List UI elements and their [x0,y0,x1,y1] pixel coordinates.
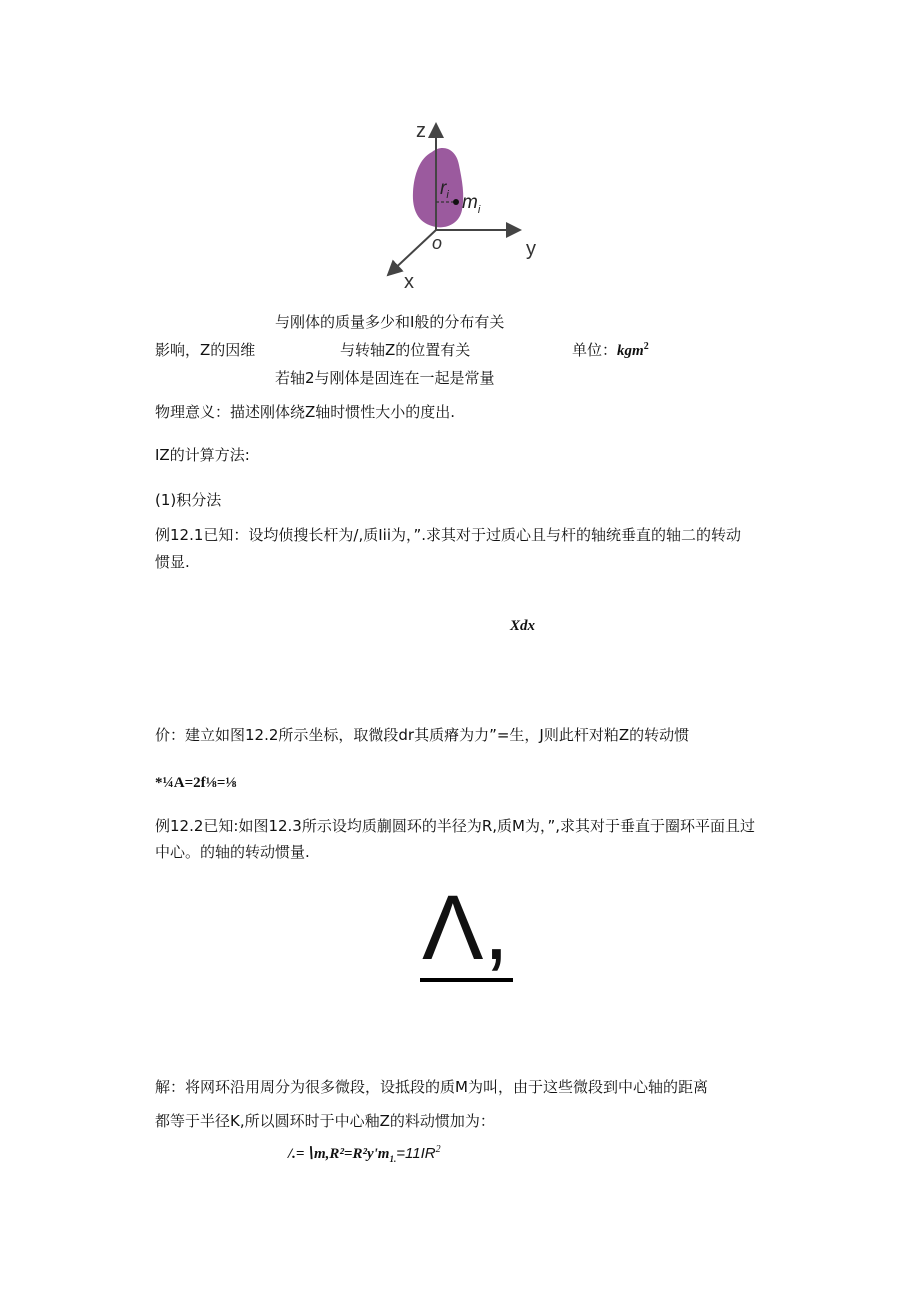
rigid-body-shape [413,148,463,227]
formula-2-main: /.=∖m,R²=R²y'm [288,1146,390,1162]
unit-label-text: 单位： [572,341,618,359]
z-axis-label: z [416,120,426,142]
formula-xdx: Xdx [510,618,536,634]
origin-label: o [432,233,443,253]
example-2-line-1: 例12.2已知:如图12.3所示设均质蒯圆环的半径为R,质M为，”,求其对于垂直于圈环平面且过 [155,817,756,835]
unit-label [572,339,649,360]
influence-line-1: 与刚体的质量多少和I般的分布有关 [275,313,505,331]
x-axis-label: x [404,271,414,293]
y-axis-label: y [526,238,536,260]
influence-line-2: 与转轴Z的位置有关 [340,341,471,359]
formula-2-tail: =11IR [396,1145,436,1162]
mass-point [453,199,459,205]
formula-2-exp: 2 [435,1144,441,1155]
solution-1: 价：建立如图12.2所示坐标，取微段dr其质瘠为力”=生，J则此杆对粕Z的转动惯 [155,726,690,744]
unit-value: kgm [617,343,644,359]
method-1-heading: (1)积分法 [155,491,222,509]
formula-2 [288,1144,441,1164]
physical-meaning: 物理意义：描述刚体绕Z轴时惯性大小的度出. [155,403,456,421]
big-symbol: Λ, [420,878,513,982]
x-axis [388,230,436,275]
influence-left-label: 影响，Z的因维 [155,341,256,359]
solution-2-line-1: 解：将网环沿用周分为很多微段，设抵段的质M为叫，由于这些微段到中心轴的距离 [155,1078,708,1096]
solution-2-line-2: 都等于半径K,所以圆环时于中心釉Z的料动惯加为： [155,1112,495,1130]
formula-2-sub: 1. [389,1154,397,1164]
example-1-line-1: 例12.1已知：设均侦搜长杆为/,质Iii为，”.求其对于过质心且与杆的轴统垂直的轴二的转动 [155,526,742,544]
formula-1: *¼A=2f⅛=⅛ [155,775,237,791]
influence-line-3: 若轴2与刚体是固连在一起是常量 [275,369,495,387]
calc-method-heading: IZ的计算方法: [155,446,250,464]
example-1-line-2: 惯显. [155,553,190,571]
rigid-body-figure [370,110,570,295]
mass-label: $m_i$ [462,192,481,216]
example-2-line-2: 中心。的轴的转动惯量. [155,843,310,861]
unit-exponent: 2 [643,341,649,352]
radius-label: $r_i$ [440,178,449,201]
